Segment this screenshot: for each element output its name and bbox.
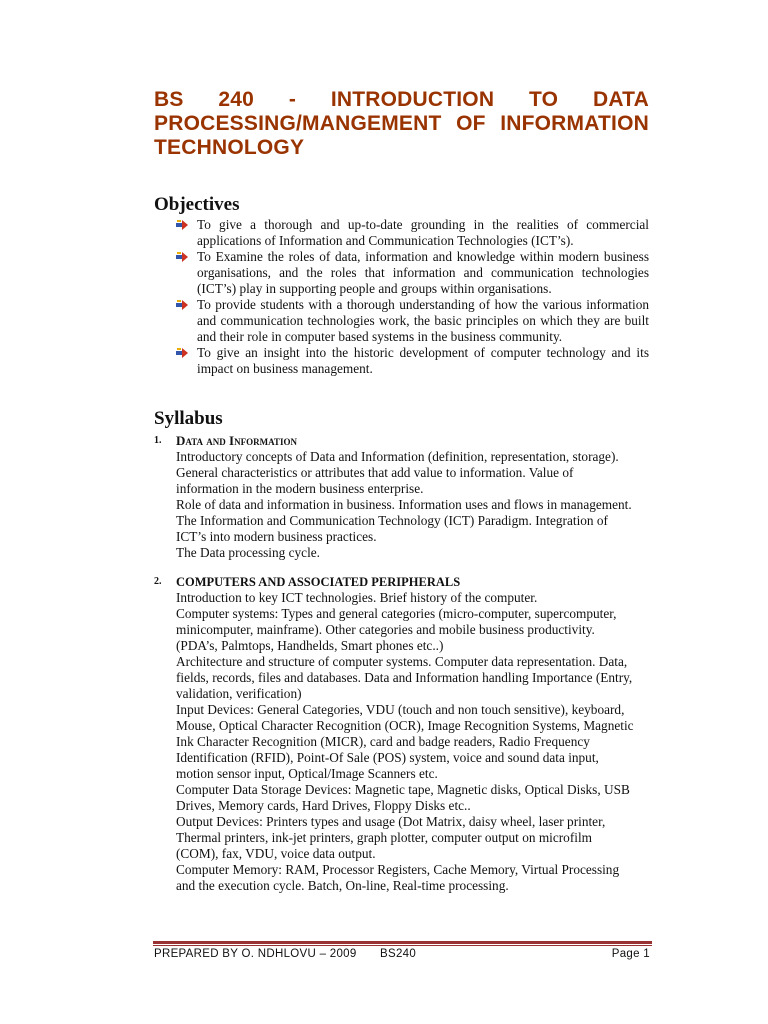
objective-item xyxy=(176,297,649,345)
footer-rule xyxy=(153,941,652,944)
section-line: The Data processing cycle. xyxy=(176,545,320,560)
section-line: Introductory concepts of Data and Information (definition, representation, storage). xyxy=(176,449,619,464)
section-line: Input Devices: General Categories, VDU (touch and non touch sensitive), keyboard, xyxy=(176,702,625,717)
document-title xyxy=(154,88,649,160)
section-number: 1. xyxy=(154,435,162,446)
section-line: The Information and Communication Technology (ICT) Paradigm. Integration of xyxy=(176,513,608,528)
section-line: and the execution cycle. Batch, On-line, Real-time processing. xyxy=(176,878,509,893)
title-line-2 xyxy=(154,112,649,136)
footer-course-code: BS240 xyxy=(380,948,417,960)
section-body xyxy=(176,449,649,561)
section-line: Thermal printers, ink-jet printers, graph plotter, computer output on microfilm xyxy=(176,830,592,845)
section-line: Introduction to key ICT technologies. Brief history of the computer. xyxy=(176,590,538,605)
section-line: Computer Data Storage Devices: Magnetic tape, Magnetic disks, Optical Disks, USB xyxy=(176,782,630,797)
section-line: Architecture and structure of computer systems. Computer data representation. Data, xyxy=(176,654,628,669)
section-line: minicomputer, mainframe). Other categories and mobile business productivity. xyxy=(176,622,595,637)
footer-page-number: Page 1 xyxy=(611,948,650,960)
section-line: ICT’s into modern business practices. xyxy=(176,529,377,544)
objective-text: To give an insight into the historic development of computer technology and its impact on business management. xyxy=(197,345,649,376)
section-line: Role of data and information in business. Information uses and flows in management. xyxy=(176,497,632,512)
objective-text: To give a thorough and up-to-date grounding in the realities of commercial applications of Information and Communication Technologies (ICT’s). xyxy=(197,217,649,248)
section-line: fields, records, files and databases. Data and Information handling Importance (Entry, xyxy=(176,670,633,685)
title-word: BS xyxy=(154,88,184,111)
section-line: Computer systems: Types and general categories (micro-computer, supercomputer, xyxy=(176,606,617,621)
title-word: 240 xyxy=(218,88,255,111)
syllabus-section-2 xyxy=(154,574,649,894)
title-word: - xyxy=(288,88,297,111)
title-word: INFORMATION xyxy=(500,112,649,135)
section-number: 2. xyxy=(154,576,162,587)
section-line: General characteristics or attributes that add value to information. Value of xyxy=(176,465,574,480)
section-line: Output Devices: Printers types and usage (Dot Matrix, daisy wheel, laser printer, xyxy=(176,814,606,829)
section-line: Identification (RFID), Point-Of Sale (POS) system, voice and sound data input, xyxy=(176,750,599,765)
section-line: validation, verification) xyxy=(176,686,302,701)
objective-item xyxy=(176,249,649,297)
title-line-3: TECHNOLOGY xyxy=(154,136,305,159)
title-word: DATA xyxy=(592,88,649,111)
section-line: Ink Character Recognition (MICR), card and badge readers, Radio Frequency xyxy=(176,734,590,749)
section-line: Mouse, Optical Character Recognition (OCR), Image Recognition Systems, Magnetic xyxy=(176,718,634,733)
section-line: Computer Memory: RAM, Processor Registers, Cache Memory, Virtual Processing xyxy=(176,862,620,877)
section-line: Drives, Memory cards, Hard Drives, Floppy Disks etc.. xyxy=(176,798,471,813)
objective-item xyxy=(176,217,649,249)
section-title: Data and Information xyxy=(176,433,297,448)
section-body xyxy=(176,590,649,894)
arrow-bullet-icon xyxy=(176,219,189,231)
objective-text: To provide students with a thorough understanding of how the various information and communication technologies work, the basic principles on which they are built and their role in computer based systems in the business community. xyxy=(197,297,649,344)
title-word: OF xyxy=(456,112,486,135)
footer-author: PREPARED BY O. NDHLOVU – 2009 xyxy=(154,948,357,960)
section-line: (PDA’s, Palmtops, Handhelds, Smart phones etc..) xyxy=(176,638,444,653)
section-line: (COM), fax, VDU, voice data output. xyxy=(176,846,376,861)
title-line-1 xyxy=(154,88,649,112)
syllabus-section-1 xyxy=(154,433,649,561)
objective-text: To Examine the roles of data, information and knowledge within modern business organisations, and the roles that information and communication technologies (ICT’s) play in supporting people and groups within organisations. xyxy=(197,249,649,296)
title-word: PROCESSING/MANGEMENT xyxy=(154,112,442,135)
title-word: TO xyxy=(529,88,559,111)
objectives-list xyxy=(176,217,649,377)
objective-item xyxy=(176,345,649,377)
section-line: motion sensor input, Optical/Image Scanners etc. xyxy=(176,766,438,781)
footer-rule-thin xyxy=(153,945,652,946)
objectives-heading: Objectives xyxy=(154,194,240,215)
section-line: information in the modern business enterprise. xyxy=(176,481,424,496)
arrow-bullet-icon xyxy=(176,299,189,311)
section-title: COMPUTERS AND ASSOCIATED PERIPHERALS xyxy=(176,575,461,589)
arrow-bullet-icon xyxy=(176,251,189,263)
arrow-bullet-icon xyxy=(176,347,189,359)
syllabus-heading: Syllabus xyxy=(154,408,223,429)
title-word: INTRODUCTION xyxy=(330,88,495,111)
